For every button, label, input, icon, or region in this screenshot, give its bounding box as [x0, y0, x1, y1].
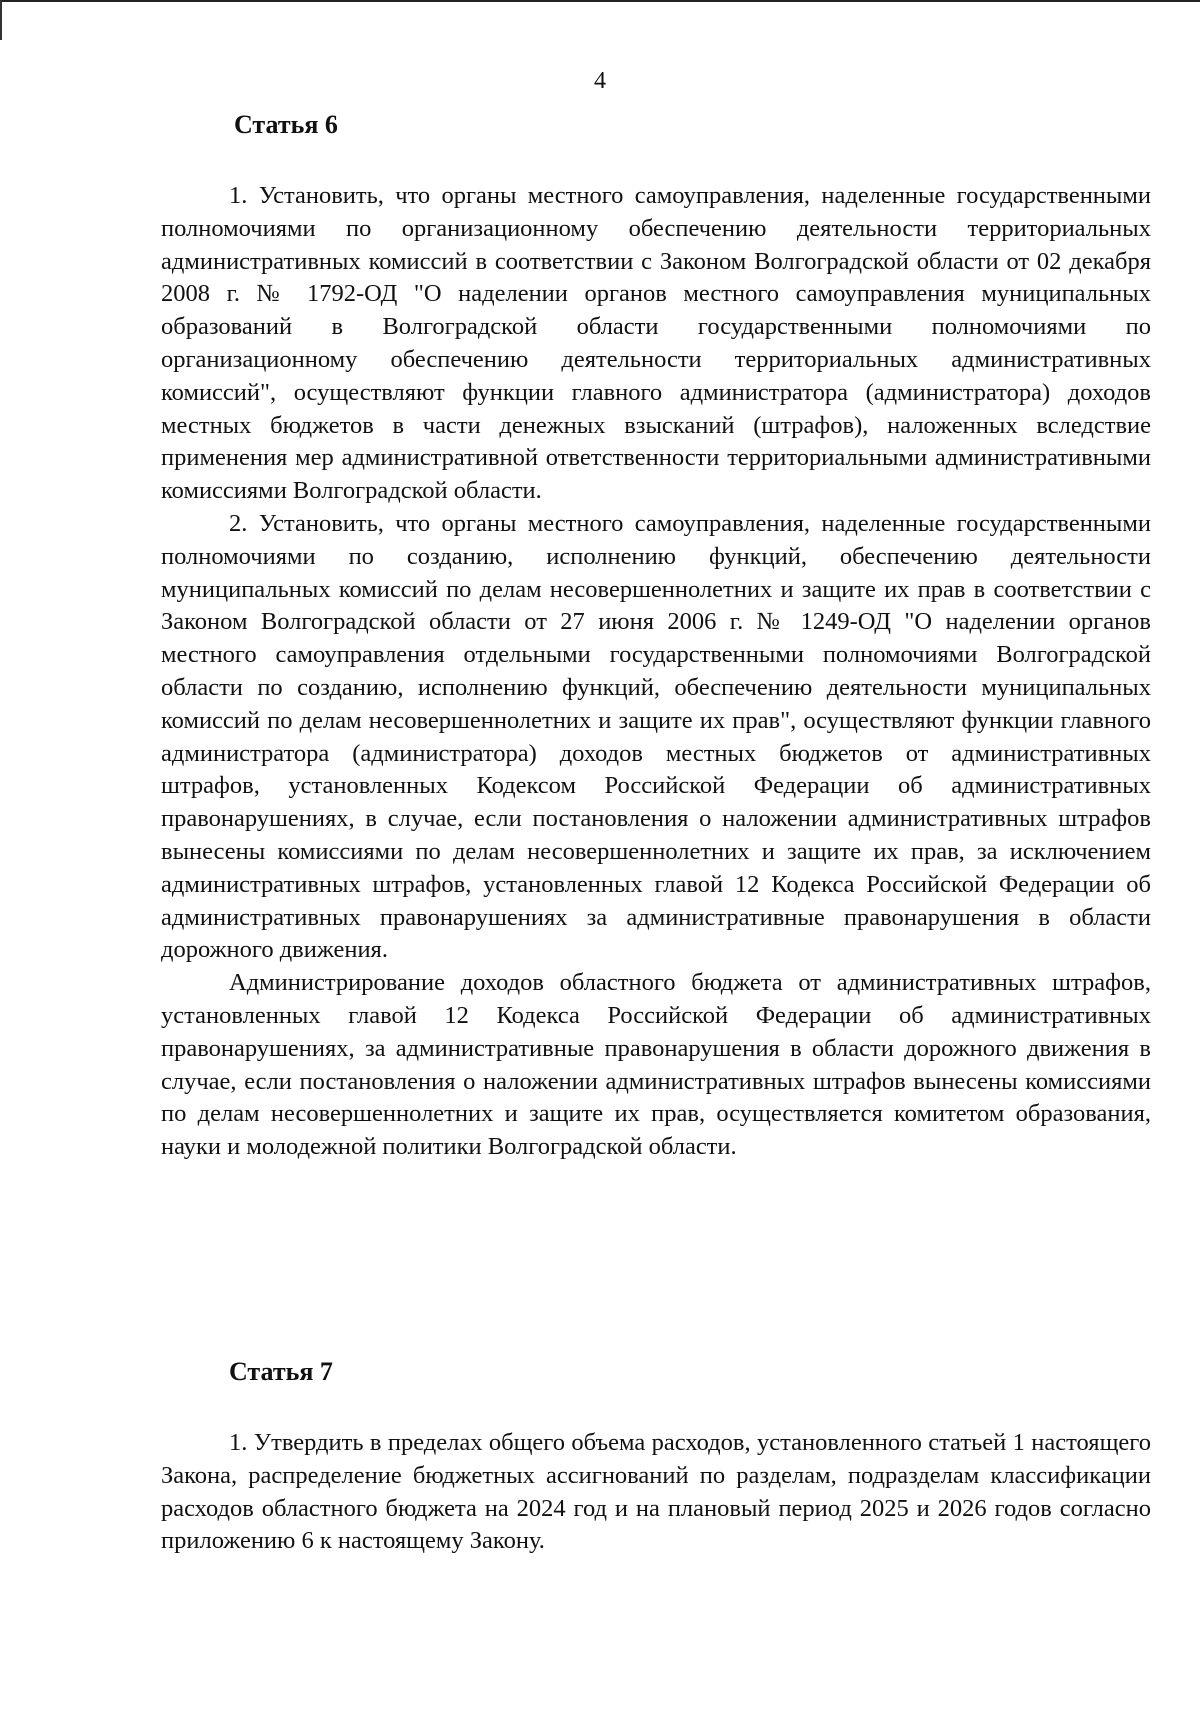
article-7-paragraph-1: 1. Утвердить в пределах общего объема расходов, установленного статьей 1 настоящего Закона, распределение бюджетных ассигнований по разделам, подразделам классификации расходов областного бюджета на 2024 год и на плановый период 2025 и 2026 годов согласно приложению 6 к настоящему Закону. — [161, 1429, 1151, 1555]
page-number: 4 — [594, 68, 606, 94]
article-7-body — [161, 1427, 1151, 1558]
article-6-paragraph-3: Администрирование доходов областного бюджета от административных штрафов, установленных главой 12 Кодекса Российской Федерации об административных правонарушениях, за административные правонарушения в области дорожного движения в случае, если постановления о наложении административных штрафов вынесены комиссиями по делам несовершеннолетних и защите их прав, осуществляется комитетом образования, науки и молодежной политики Волгоградской области. — [161, 969, 1151, 1161]
article-6-paragraph-2: 2. Установить, что органы местного самоуправления, наделенные государственными полномочиями по созданию, исполнению функций, обеспечению деятельности муниципальных комиссий по делам несовершеннолетних и защите их прав в соответствии с Законом Волгоградской области от 27 июня 2006 г. № 1249-ОД "О наделении органов местного самоуправления отдельными государственными полномочиями Волгоградской области по созданию, исполнению функций, обеспечению деятельности муниципальных комиссий по делам несовершеннолетних и защите их прав", осуществляют функции главного администратора (администратора) доходов местных бюджетов от административных штрафов, установленных Кодексом Российской Федерации об административных правонарушениях, в случае, если постановления о наложении административных штрафов вынесены комиссиями по делам несовершеннолетних и защите их прав, за исключением административных штрафов, установленных главой 12 Кодекса Российской Федерации об административных правонарушениях за административные правонарушения в области дорожного движения. — [161, 509, 1151, 964]
article-6-heading: Статья 6 — [234, 110, 338, 139]
article-7-heading: Статья 7 — [229, 1357, 333, 1386]
article-6-body — [161, 180, 1151, 1164]
scan-edge-left — [0, 0, 2, 40]
scan-edge-top — [0, 0, 1200, 2]
article-6-paragraph-1: 1. Установить, что органы местного самоуправления, наделенные государственными полномочиями по организационному обеспечению деятельности территориальных административных комиссий в соответствии с Законом Волгоградской области от 02 декабря 2008 г. № 1792-ОД "О наделении органов местного самоуправления муниципальных образований в Волгоградской области государственными полномочиями по организационному обеспечению деятельности территориальных административных комиссий", осуществляют функции главного администратора (администратора) доходов местных бюджетов в части денежных взысканий (штрафов), наложенных вследствие применения мер административной ответственности территориальными административными комиссиями Волгоградской области. — [161, 182, 1151, 505]
